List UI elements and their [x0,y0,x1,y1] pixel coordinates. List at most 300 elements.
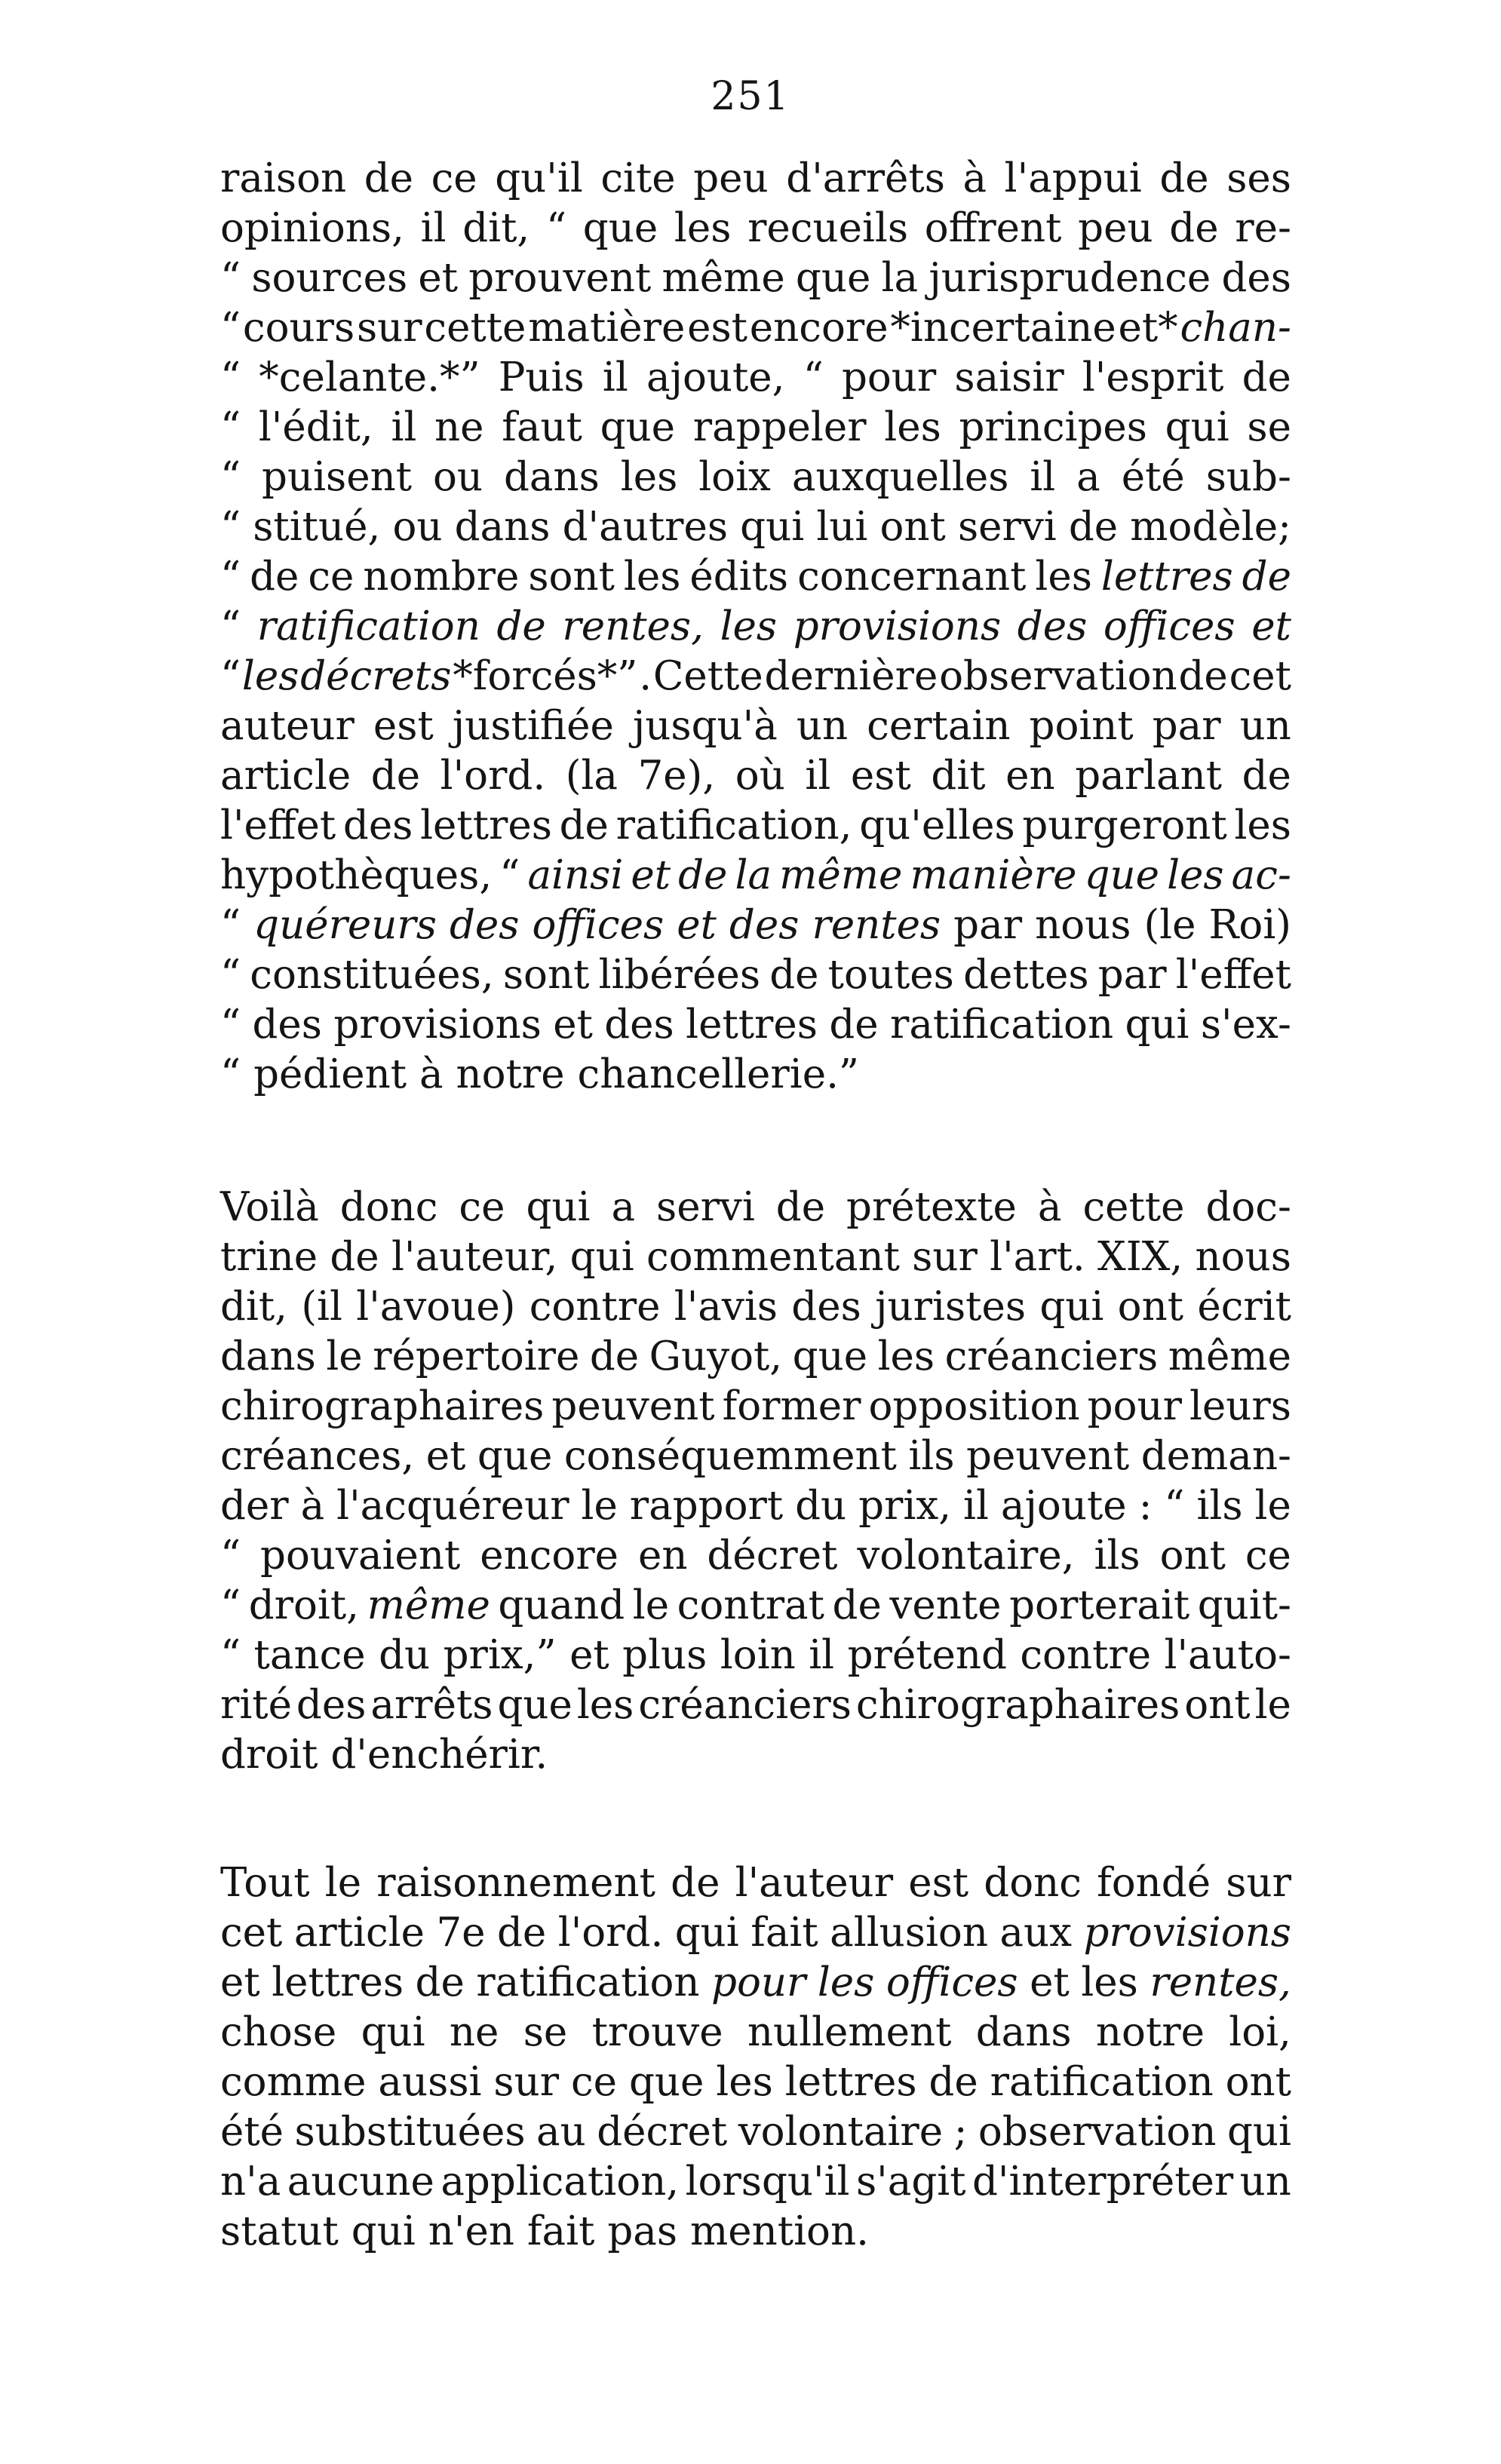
text-line [220,652,1291,701]
word: droit, [248,1582,359,1628]
word: le [581,1483,618,1529]
word: dans [975,2009,1072,2055]
word: est [908,1860,969,1906]
word: vente [889,1582,1002,1628]
word: se [523,2009,568,2055]
word: de [832,1582,882,1628]
text-line [220,950,1291,1000]
word: tance [253,1632,366,1678]
word: l'art. [990,1234,1085,1280]
word: et [1030,1959,1070,2005]
word: peu [1078,205,1153,251]
word: la [735,852,772,898]
word: notre [1095,2009,1205,2055]
word: allusion [830,1910,988,1956]
paragraph-1 [220,154,1291,1100]
text-line [220,1908,1291,1958]
word: “ [220,1002,241,1048]
word: former [722,1383,861,1429]
word: le [326,1333,363,1379]
word: il [391,404,417,450]
word: Tout [220,1860,310,1906]
word: de [496,603,546,649]
word: ils [908,1433,955,1479]
word: le [1254,1682,1291,1728]
word: (le [1143,902,1196,948]
word: nullement [747,2009,952,2055]
word: “ [545,205,567,251]
word: à [419,1051,444,1097]
word: juristes [875,1284,1027,1330]
word: qui [351,2208,416,2254]
text-line [220,1232,1291,1282]
word: décret [707,1533,838,1579]
word: qu'elles [859,802,1015,848]
word: contre [1020,1632,1152,1678]
word: opposition [868,1383,1080,1429]
word: que [628,2059,704,2105]
word: n'en [428,2208,514,2254]
word: cours [242,305,355,351]
text-line [220,1050,1291,1100]
word: encore [749,305,889,351]
word: quand [498,1582,625,1628]
word: nombre [363,554,520,600]
word: de [364,155,414,201]
word: “ [220,653,241,699]
word: ils [1196,1483,1243,1529]
word: ou [392,504,443,550]
word: cette [424,305,526,351]
word: auxquelles [791,454,1009,500]
word: prix, [858,1483,952,1529]
word: il [602,354,628,400]
word: l'avis [674,1284,778,1330]
word: par [953,902,1023,948]
word: auteur [220,703,355,749]
word: de [1068,504,1119,550]
word: et [553,1002,593,1048]
word: saisir [954,354,1064,400]
word: écrit [1197,1284,1291,1330]
word: les [884,404,941,450]
word: dettes [963,952,1089,998]
word: prétend [847,1632,1007,1678]
word: l'édit, [258,404,373,450]
word: loi, [1229,2009,1291,2055]
text-line [220,801,1291,851]
text-line [220,253,1291,303]
word: pédient [253,1051,407,1097]
word: même [661,255,785,301]
text-line [220,2107,1291,2157]
word: droit [220,1732,318,1778]
word: *celante.*” [259,354,480,400]
word: les [1035,554,1092,600]
word: il [963,1483,989,1529]
word: ce [1245,1533,1291,1579]
text-line [220,303,1291,353]
word: contre [529,1284,661,1330]
word: l'auto- [1164,1632,1291,1678]
word: de [250,554,299,600]
word: servi [957,504,1057,550]
word: servi [656,1184,755,1230]
word: offices [886,1959,1018,2005]
word: et [418,255,459,301]
word: lettres [420,802,552,848]
word: il [809,1632,835,1678]
word: à [300,1483,325,1529]
word: offices [532,902,665,948]
word: ils [1094,1533,1140,1579]
word: les [817,1959,875,2005]
word: *incertaine [890,305,1116,351]
word: a [1076,454,1100,500]
word: aucune [287,2159,434,2205]
word: “ [220,1533,241,1579]
word: prouvent [468,255,652,301]
word: et [220,1959,260,2005]
word: des [791,1284,861,1330]
word: et [569,1632,609,1678]
word: chirographaires [855,1682,1180,1728]
word: “ [220,305,241,351]
word: dans [220,1333,316,1379]
word: décrets [300,653,452,699]
word: (la [565,753,618,799]
word: les [241,653,299,699]
word: loix [698,454,771,500]
word: ; [953,2109,968,2155]
text-line [220,751,1291,801]
word: parlant [1075,753,1223,799]
text-line [220,1431,1291,1481]
word: les [1234,802,1291,848]
word: rentes, [562,603,704,649]
word: les [576,1682,634,1728]
word: nous [1195,1234,1291,1280]
word: concernant [797,554,1027,600]
word: leurs [1189,1383,1291,1429]
word: de [559,802,609,848]
word: des [604,1002,674,1048]
word: ratification [476,1959,700,2005]
text-line [220,851,1291,901]
word: . [639,653,652,699]
word: chan- [1180,305,1291,351]
word: rapport [629,1483,784,1529]
word: lettres [272,1959,404,2005]
word: rappeler [692,404,867,450]
word: pour [1087,1383,1182,1429]
text-line [220,403,1291,453]
word: pouvaient [260,1533,461,1579]
word: raisonnement [376,1860,655,1906]
word: faut [502,404,582,450]
word: cette [1082,1184,1185,1230]
paragraph-3 [220,1858,1291,2257]
word: qu'il [495,155,583,201]
word: créanciers [944,1333,1159,1379]
word: “ [220,902,241,948]
word: que [582,205,658,251]
word: du [795,1483,847,1529]
word: il [420,205,447,251]
word: un [1239,2159,1291,2205]
word: sont [502,952,590,998]
word: ont [1159,1533,1226,1579]
word: les [716,2059,773,2105]
text-line [220,1958,1291,2008]
word: trouve [591,2009,723,2055]
word: de [769,952,819,998]
word: l'ord. [440,753,546,799]
word: Roi) [1208,902,1291,948]
word: qui [361,2009,425,2055]
word: ce [431,155,477,201]
word: où [735,753,785,799]
word: “ [220,1051,241,1097]
word: s'agit [855,2159,966,2205]
word: justifiée [452,703,614,749]
word: en [637,1533,688,1579]
text-line [220,1000,1291,1050]
word: que [477,1433,553,1479]
word: décret [597,2109,728,2155]
word: les [674,205,732,251]
word: application, [440,2159,680,2205]
word: comme [220,2059,367,2105]
word: jusqu'à [632,703,778,749]
word: à [962,155,987,201]
word: substituées [294,2109,526,2155]
word: “ [220,255,241,301]
word: sur [1226,1860,1291,1906]
word: der [220,1483,289,1529]
text-line [220,353,1291,403]
word: les [1081,1959,1138,2005]
word: raison [220,155,347,201]
word: provisions [793,603,1002,649]
word: volontaire [738,2109,944,2155]
word: toutes [827,952,954,998]
word: mention. [690,2208,869,2254]
word: a [611,1184,636,1230]
word: jurisprudence [929,255,1211,301]
word: point [1029,703,1134,749]
word: d'enchérir. [330,1732,548,1778]
word: que [792,1333,868,1379]
word: ont [1225,2059,1291,2105]
word: “ [1164,1483,1185,1529]
word: et [677,902,717,948]
word: fait [526,2208,595,2254]
word: de [370,753,421,799]
word: hypothèques, [220,852,493,898]
text-line [220,1531,1291,1581]
word: qui [1125,1002,1189,1048]
word: qui [1039,1284,1104,1330]
word: peuvent [551,1383,715,1429]
word: ont [1117,1284,1184,1330]
word: l'auteur, [391,1234,558,1280]
word: 7e), [637,753,716,799]
word: contrat [677,1582,824,1628]
word: article [293,1910,425,1956]
text-line [220,2057,1291,2107]
word: par [1097,952,1167,998]
text-line [220,1481,1291,1531]
word: ne [449,2009,499,2055]
word: ce [459,1184,505,1230]
word: en [1005,753,1055,799]
word: observation [978,2109,1217,2155]
word: d'arrêts [786,155,945,201]
word: ce [570,2059,618,2105]
word: été [220,2109,284,2155]
word: XIX, [1097,1234,1183,1280]
word: donc [984,1860,1082,1906]
word: d'autres [562,504,729,550]
word: offices [1103,603,1235,649]
word: un [796,703,849,749]
text-line [220,901,1291,950]
word: des [729,902,800,948]
word: dans [503,454,600,500]
word: le [632,1582,670,1628]
word: de [1169,205,1219,251]
word: ajoute, [646,354,785,400]
word: des [449,902,520,948]
word: l'appui [1004,155,1142,201]
word: ses [1226,155,1291,201]
word: des [296,1682,367,1728]
word: et [1251,603,1291,649]
word: cet [1229,653,1291,699]
text-line [220,1183,1291,1232]
word: la [881,255,919,301]
text-line [220,154,1291,204]
word: dans [454,504,551,550]
word: “ [220,952,241,998]
word: lettres [1100,554,1233,600]
word: ne [434,404,484,450]
word: rentes, [1150,1959,1291,2005]
word: sont [528,554,615,600]
word: encore [480,1533,619,1579]
word: que [795,255,871,301]
word: rité [220,1682,292,1728]
word: puisent [262,454,413,500]
text-line [220,1631,1291,1680]
word: loin [720,1632,796,1678]
word: même [1168,1333,1291,1379]
word: le [1254,1483,1291,1529]
word: ont [879,504,946,550]
word: qui [1165,404,1229,450]
word: et [631,852,671,898]
word: Puis [498,354,585,400]
word: un [1239,703,1291,749]
word: Guyot, [649,1333,783,1379]
word: l'ord. [557,1910,664,1956]
word: recueils [747,205,909,251]
text-line [220,602,1291,652]
word: ratification [256,603,480,649]
word: fondé [1097,1860,1211,1906]
word: qui [569,1234,634,1280]
word: observation [939,653,1177,699]
word: arrêts [370,1682,493,1728]
word: édits [689,554,789,600]
word: les [1167,852,1224,898]
word: de [678,852,728,898]
word: l'auteur [735,1860,894,1906]
word: dit [931,753,986,799]
word: qui [674,1910,739,1956]
word: Voilà [220,1184,319,1230]
word: manière [910,852,1077,898]
word: que [497,1682,572,1728]
word: principes [959,404,1147,450]
word: des [252,1002,322,1048]
word: de [671,1860,720,1906]
word: “ [803,354,824,400]
word: les [623,554,681,600]
word: (il [301,1284,342,1330]
word: que [1084,852,1159,898]
word: de [1242,554,1291,600]
word: stitué, [253,504,381,550]
word: “ [220,603,241,649]
word: offrent [924,205,1062,251]
word: certain [867,703,1011,749]
word: des [1221,255,1291,301]
word: donc [339,1184,438,1230]
word: porterait [1009,1582,1190,1628]
word: que [600,404,676,450]
word: créances, [220,1433,415,1479]
word: provisions [333,1002,542,1048]
word: plus [622,1632,708,1678]
word: des [342,802,413,848]
word: aussi [378,2059,482,2105]
word: n'a [220,2159,281,2205]
word: : [1138,1483,1153,1529]
word: cite [600,155,676,201]
word: lettres [784,2059,917,2105]
word: les [620,454,678,500]
word: de [1178,653,1228,699]
word: chirographaires [220,1383,545,1429]
word: créanciers [638,1682,852,1728]
word: aux [999,1910,1073,1956]
text-line [220,1581,1291,1631]
word: de [775,1184,826,1230]
word: il [805,753,831,799]
word: et [425,1433,466,1479]
word: modèle; [1130,504,1291,550]
word: “ [220,554,241,600]
word: quéreurs [253,902,437,948]
word: de [829,1002,879,1048]
word: s'ex- [1200,1002,1291,1048]
word: pas [607,2208,678,2254]
word: l'avoue) [356,1284,516,1330]
word: l'effet [220,802,336,848]
word: même [779,852,903,898]
